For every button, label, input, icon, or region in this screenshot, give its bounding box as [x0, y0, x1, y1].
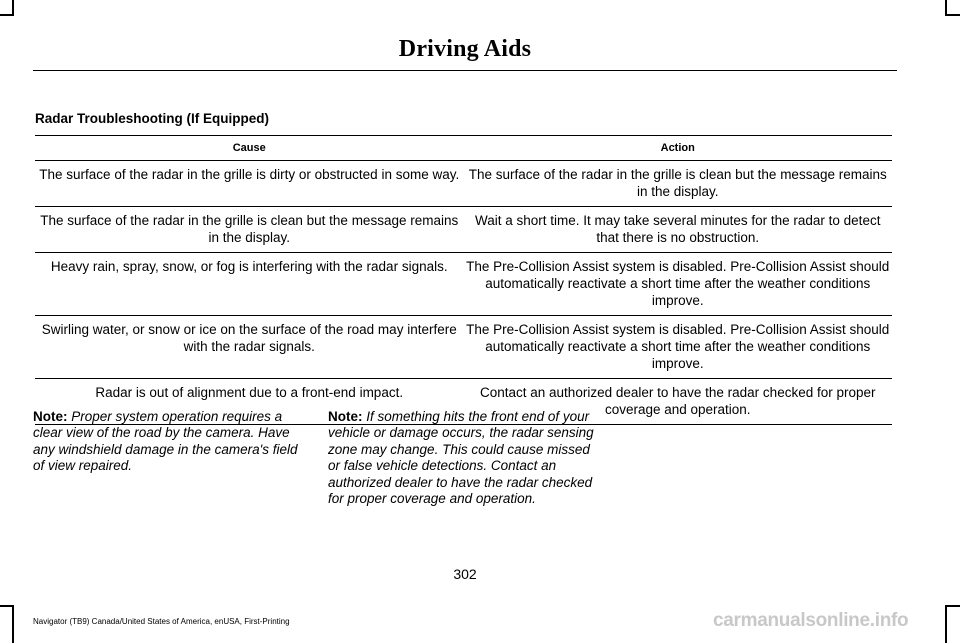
note-front-end-damage [328, 409, 602, 507]
crop-mark-bottom-left-vertical [12, 605, 14, 643]
watermark: carmanualsonline.info [713, 610, 909, 631]
crop-mark-bottom-right-vertical [945, 605, 947, 643]
radar-troubleshooting-table [35, 135, 892, 425]
note-text: Proper system operation requires a clear view of the road by the camera. Have any windshield damage in the camera's field of view repaired. [33, 409, 298, 474]
table-header-row [35, 136, 892, 161]
action-cell: The Pre-Collision Assist system is disabled. Pre-Collision Assist should automatically reactivate a short time after the weather conditions improve. [464, 316, 893, 379]
action-cell: Contact an authorized dealer to have the radar checked for proper coverage and operation. [464, 379, 893, 425]
crop-mark-bottom-left-horizontal [0, 605, 14, 607]
table-row [35, 207, 892, 253]
footer-text: Navigator (TB9) Canada/United States of America, enUSA, First-Printing [33, 617, 290, 626]
note-camera [33, 409, 307, 475]
action-cell: The surface of the radar in the grille is clean but the message remains in the display. [464, 161, 893, 207]
crop-mark-bottom-right-horizontal [945, 605, 960, 607]
crop-mark-top-left-horizontal [0, 14, 14, 16]
table-row [35, 161, 892, 207]
note-text: If something hits the front end of your vehicle or damage occurs, the radar sensing zone may change. This could cause missed or false vehicle detections. Contact an authorized dealer to have the radar checked for proper coverage and operation. [328, 409, 594, 507]
action-cell: Wait a short time. It may take several minutes for the radar to detect that there is no obstruction. [464, 207, 893, 253]
crop-mark-top-right-horizontal [945, 14, 960, 16]
column-header-cause: Cause [35, 136, 464, 161]
cause-cell: Swirling water, or snow or ice on the surface of the road may interfere with the radar signals. [35, 316, 464, 379]
header-divider [33, 70, 897, 71]
table-row [35, 253, 892, 316]
page-header-title: Driving Aids [398, 36, 532, 62]
cause-cell: Heavy rain, spray, snow, or fog is interfering with the radar signals. [35, 253, 464, 316]
cause-cell: Radar is out of alignment due to a front-end impact. [35, 379, 464, 425]
note-label: Note: [33, 409, 68, 424]
section-heading: Radar Troubleshooting (If Equipped) [35, 111, 269, 126]
page-number: 302 [453, 566, 477, 582]
cause-cell: The surface of the radar in the grille is clean but the message remains in the display. [35, 207, 464, 253]
action-cell: The Pre-Collision Assist system is disabled. Pre-Collision Assist should automatically reactivate a short time after the weather conditions improve. [464, 253, 893, 316]
cause-cell: The surface of the radar in the grille is dirty or obstructed in some way. [35, 161, 464, 207]
table-row [35, 316, 892, 379]
column-header-action: Action [464, 136, 893, 161]
note-label: Note: [328, 409, 363, 424]
